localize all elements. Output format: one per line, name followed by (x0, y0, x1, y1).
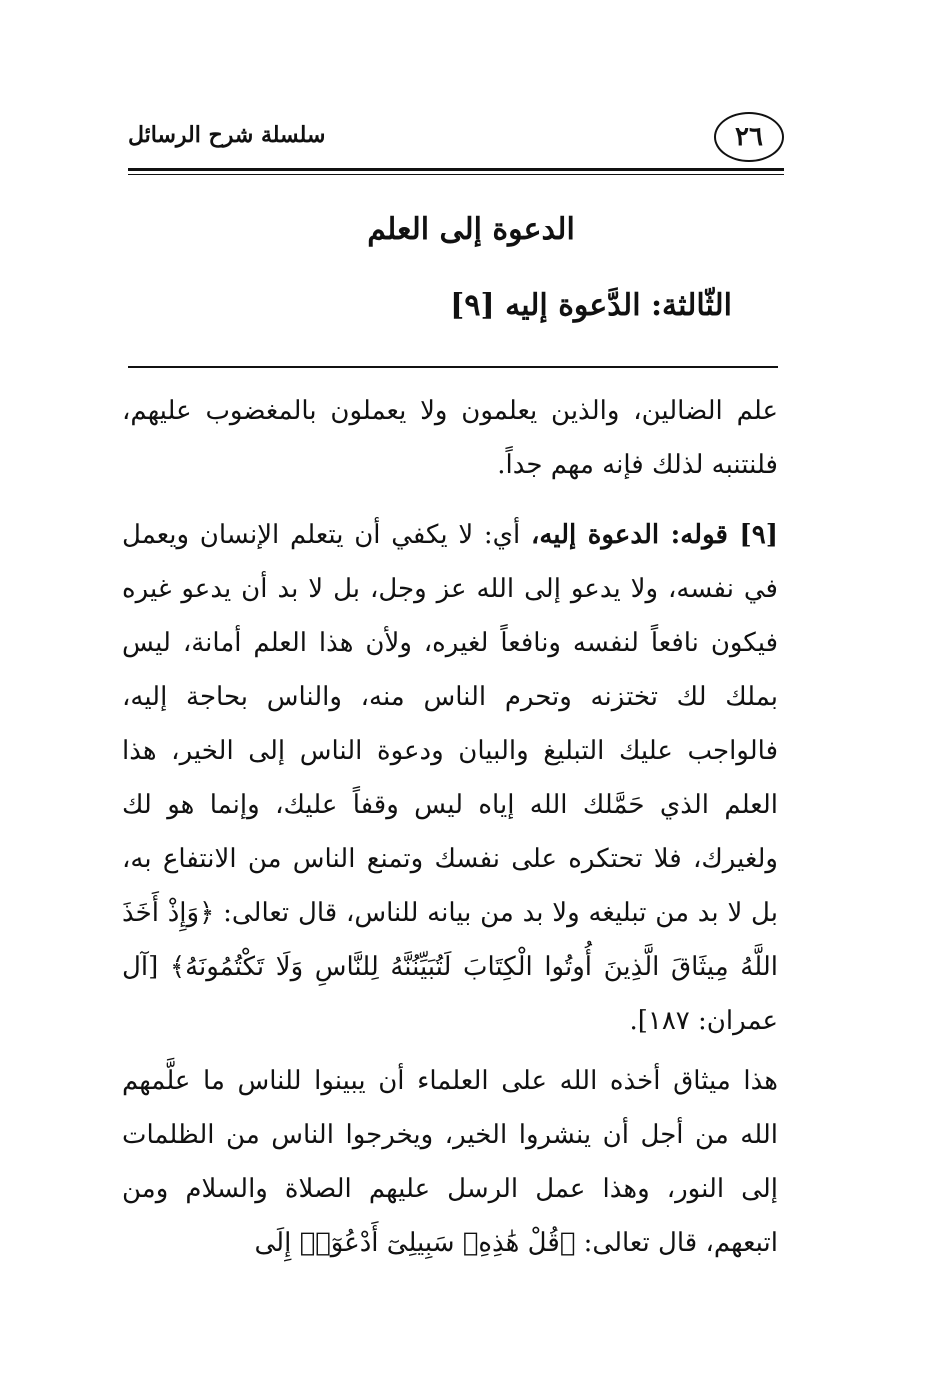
quran-verse: ﴿وَإِذْ أَخَذَ اللَّهُ مِيثَاقَ الَّذِينَ أُوتُوا الْكِتَابَ لَتُبَيِّنُنَّهُ لِلنَّاسِ وَلَا تَكْتُمُونَهُ﴾ (122, 898, 778, 982)
paragraph-3-body: هذا ميثاق أخذه الله على العلماء أن يبينوا للناس ما علَّمهم الله من أجل أن ينشروا الخير، ويخرجوا الناس من الظلمات إلى النور، وهذا عمل الرسل عليهم الصلاة والسلام ومن اتبعهم، قال تعالى: (122, 1066, 778, 1258)
sub-heading: الثّالثة: الدَّعوة إليه [٩] (450, 288, 732, 323)
header-rule-thin (128, 174, 784, 175)
commentary-label: [٩] قوله: الدعوة إليه، (530, 520, 778, 550)
separator-rule (128, 366, 778, 368)
section-title: الدعوة إلى العلم (367, 212, 575, 247)
paragraph-2-text (122, 508, 778, 1048)
page-header (128, 108, 784, 168)
quran-verse-2: ﴿قُلْ هَٰذِهِۦ سَبِيلِىٓ أَدْعُوٓا۟ إِلَى (254, 1228, 576, 1258)
paragraph-3 (122, 1054, 778, 1270)
running-title: سلسلة شرح الرسائل (128, 122, 326, 148)
paragraph-1 (122, 384, 778, 492)
page-number: ٢٦ (714, 112, 784, 162)
header-rule (128, 168, 784, 171)
commentary-text: أي: لا يكفي أن يتعلم الإنسان ويعمل في نفسه، ولا يدعو إلى الله عز وجل، بل لا بد أن يدعو غيره فيكون نافعاً لنفسه ونافعاً لغيره، ولأن هذا العلم أمانة، ليس بملك لك تختزنه وتحرم الناس منه، والناس بحاجة إليه، فالواجب عليك التبليغ والبيان ودعوة الناس إلى الخير، هذا العلم الذي حَمَّلك الله إياه ليس وقفاً عليك، وإنما هو لك ولغيرك، فلا تحتكره على نفسك وتمنع الناس من الانتفاع به، بل لا بد من تبليغه ولا بد من بيانه للناس، قال تعالى: (122, 520, 778, 928)
paragraph-2 (122, 508, 778, 1048)
verse-reference: [آل عمران: ١٨٧]. (122, 952, 778, 1036)
paragraph-1-text: علم الضالين، والذين يعلمون ولا يعملون بالمغضوب عليهم، فلنتنبه لذلك فإنه مهم جداً. (122, 396, 778, 480)
paragraph-3-text (122, 1054, 778, 1270)
